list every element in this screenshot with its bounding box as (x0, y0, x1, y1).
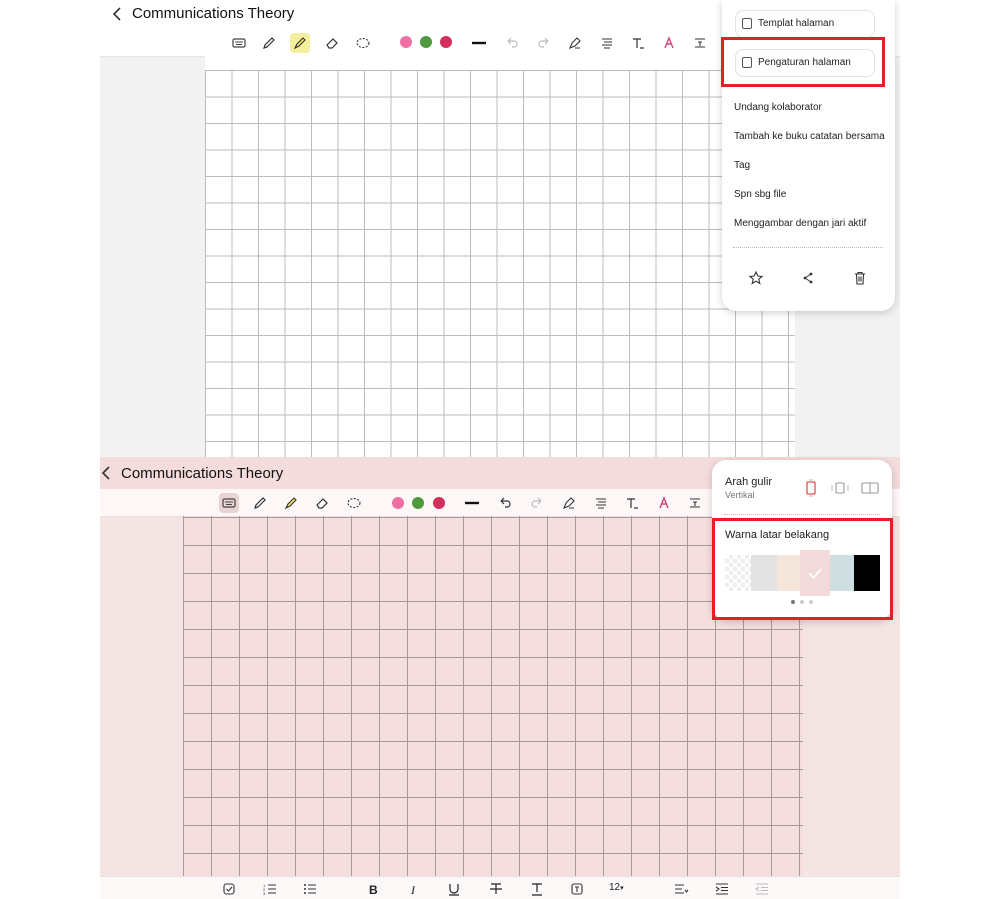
stroke-width-icon[interactable] (464, 495, 480, 511)
text-box-icon[interactable] (692, 35, 708, 51)
color-green-dot[interactable] (420, 36, 432, 48)
svg-text:1: 1 (263, 883, 266, 888)
underline-icon[interactable] (446, 881, 462, 897)
pen-icon[interactable] (261, 35, 277, 51)
eraser-icon[interactable] (324, 35, 340, 51)
note-title: Communications Theory (121, 465, 284, 482)
settings-divider (724, 514, 880, 515)
font-color-icon[interactable] (656, 495, 672, 511)
shape-pen-icon[interactable] (567, 35, 583, 51)
text-style-icon[interactable] (624, 495, 640, 511)
bullet-list-icon[interactable] (302, 881, 318, 897)
paper-top-margin (205, 56, 795, 70)
highlight-page-settings (721, 37, 885, 87)
font-color-icon[interactable] (661, 35, 677, 51)
font-size-select[interactable] (609, 882, 624, 893)
strikethrough-icon[interactable] (488, 881, 504, 897)
finger-drawing-item[interactable]: Menggambar dengan jari aktif (734, 218, 867, 229)
text-format-icon[interactable] (529, 881, 545, 897)
background-color-label: Warna latar belakang (725, 529, 830, 541)
grid-paper[interactable] (183, 516, 803, 876)
highlighter-icon[interactable] (292, 35, 308, 51)
shape-pen-icon[interactable] (561, 495, 577, 511)
page-settings-label: Pengaturan halaman (758, 57, 851, 68)
numbered-list-icon[interactable] (262, 881, 278, 897)
color-green-dot[interactable] (412, 497, 424, 509)
indent-icon[interactable] (714, 881, 730, 897)
font-size-value: 12 (609, 882, 621, 893)
scroll-vertical-icon[interactable] (803, 479, 819, 497)
page-template-icon (742, 18, 752, 29)
note-title: Communications Theory (132, 5, 295, 22)
eraser-icon[interactable] (314, 495, 330, 511)
page-template-label: Templat halaman (758, 18, 835, 29)
star-icon[interactable] (748, 270, 764, 286)
color-pink-dot[interactable] (400, 36, 412, 48)
pen-icon[interactable] (252, 495, 268, 511)
scroll-direction-value: Vertikal (725, 490, 755, 500)
add-shared-notebook-item[interactable]: Tambah ke buku catatan bersama (734, 131, 885, 142)
lasso-icon[interactable] (355, 35, 371, 51)
lasso-icon[interactable] (346, 495, 362, 511)
color-pink-dot[interactable] (392, 497, 404, 509)
redo-icon[interactable] (536, 35, 552, 51)
text-align-icon[interactable] (599, 35, 615, 51)
svg-text:3: 3 (263, 891, 266, 896)
redo-icon[interactable] (529, 495, 545, 511)
svg-text:B: B (369, 883, 378, 897)
highlighter-icon[interactable] (283, 495, 299, 511)
paragraph-align-icon[interactable] (673, 881, 689, 897)
outdent-icon[interactable] (754, 881, 770, 897)
scroll-direction-label: Arah gulir (725, 476, 773, 488)
text-format-toolbar (100, 876, 900, 899)
scroll-horizontal-icon[interactable] (830, 479, 850, 497)
bold-icon[interactable] (365, 881, 381, 897)
stroke-width-icon[interactable] (471, 35, 487, 51)
svg-text:I: I (411, 883, 415, 897)
undo-icon[interactable] (497, 495, 513, 511)
text-box-icon[interactable] (687, 495, 703, 511)
svg-text:2: 2 (263, 887, 266, 892)
color-crimson-dot[interactable] (433, 497, 445, 509)
highlight-background-color (712, 518, 893, 620)
share-icon[interactable] (800, 270, 816, 286)
scroll-dual-page-icon[interactable] (860, 479, 880, 497)
save-as-file-item[interactable]: Spn sbg file (734, 189, 787, 200)
tag-item[interactable]: Tag (734, 160, 751, 171)
menu-divider (733, 247, 883, 248)
italic-icon[interactable] (406, 881, 422, 897)
invite-collaborator-item[interactable]: Undang kolaborator (734, 102, 822, 113)
chevron-down-icon: ▾ (620, 885, 624, 892)
trash-icon[interactable] (852, 270, 868, 286)
grid-paper[interactable] (205, 56, 795, 457)
color-crimson-dot[interactable] (440, 36, 452, 48)
text-style-icon[interactable] (630, 35, 646, 51)
keyboard-icon[interactable] (231, 35, 247, 51)
undo-icon[interactable] (504, 35, 520, 51)
text-align-icon[interactable] (593, 495, 609, 511)
back-arrow-icon[interactable] (100, 463, 117, 483)
page-template-button[interactable] (735, 10, 875, 38)
checkbox-icon[interactable] (221, 881, 237, 897)
back-arrow-icon[interactable] (108, 4, 128, 24)
text-clear-icon[interactable] (569, 881, 585, 897)
keyboard-icon[interactable] (221, 495, 237, 511)
